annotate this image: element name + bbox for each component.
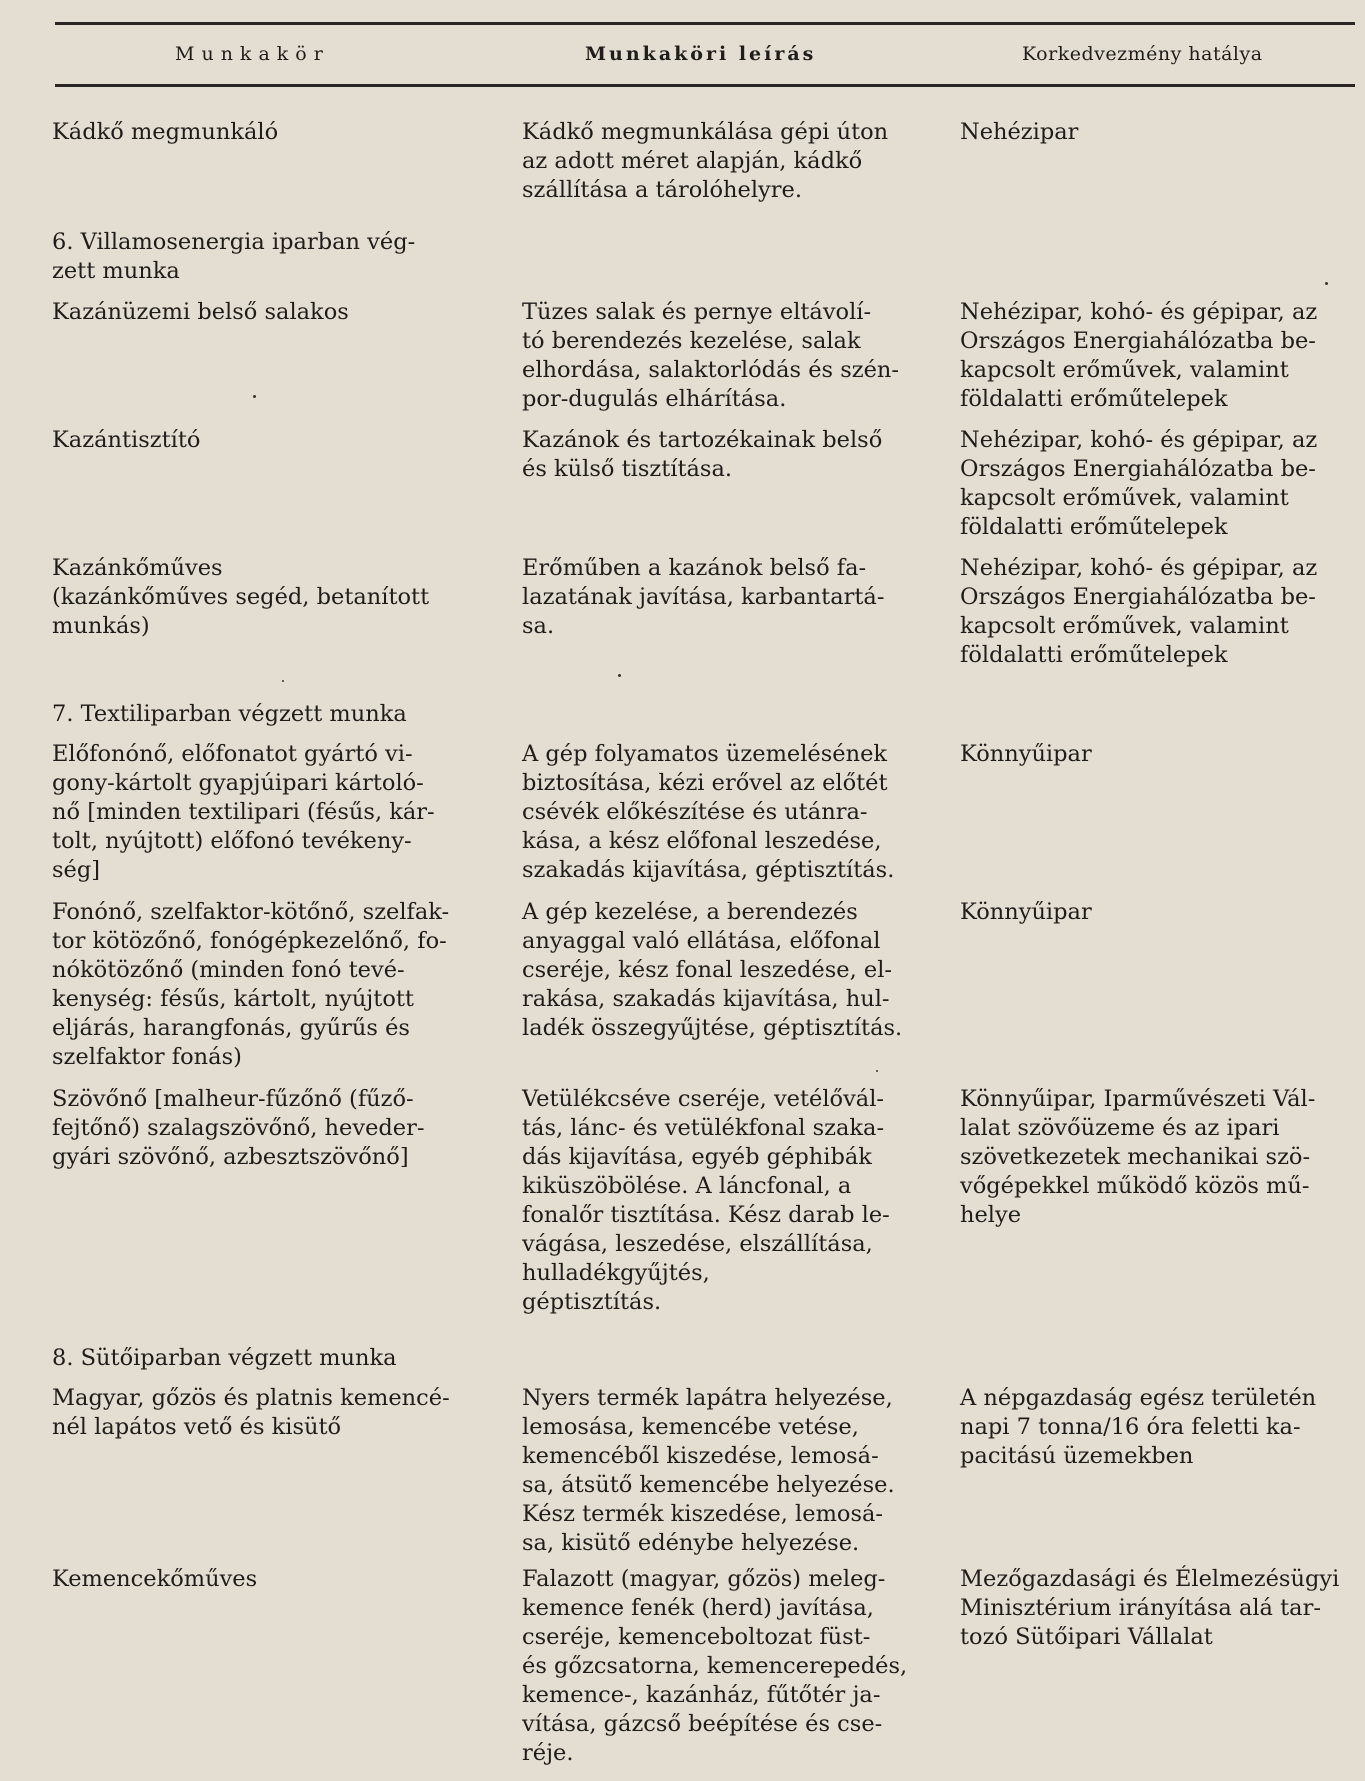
row-lapatos-veto-scope: A népgazdaság egész területén napi 7 tonna/16 óra feletti ka- pacitású üzemekben	[960, 1385, 1317, 1469]
row-kemencekomuves-job: Kemencekőműves	[52, 1566, 258, 1592]
row-szovono-job: Szövőnő [malheur-fűzőnő (fűző- fejtőnő) szalagszövőnő, heveder- gyári szövőnő, azbesztszövőnő]	[52, 1086, 425, 1170]
row-fonono-description: A gép kezelése, a berendezés anyaggal való ellátása, előfonal cseréje, kész fonal leszedése, el- rakása, szakadás kijavítása, hul- ladék összegyűjtése, géptisztítás.	[522, 899, 903, 1041]
row-fonono-scope: Könnyűipar	[960, 899, 1092, 925]
row-lapatos-veto-description: Nyers termék lapátra helyezése, lemosása, kemencébe vetése, kemencéből kiszedése, lemosá- sa, átsütő kemencébe helyezése. Kész termék kiszedése, lemosá- sa, kisütő edénybe helyezése.	[522, 1385, 895, 1556]
row-kemencekomuves-scope: Mezőgazdasági és Élelmezésügyi Minisztérium irányítása alá tar- tozó Sütőipari Vállalat	[960, 1566, 1340, 1650]
section-7-heading: 7. Textiliparban végzett munka	[52, 701, 407, 727]
paper-speck	[282, 680, 284, 682]
row-kazantisztito-job: Kazántisztító	[52, 427, 201, 453]
table-header-rule	[55, 84, 1355, 87]
paper-speck	[1325, 282, 1328, 285]
row-kadko-job: Kádkő megmunkáló	[52, 119, 279, 145]
row-szovono-scope: Könnyűipar, Iparművészeti Vál- lalat szövőüzeme és az ipari szövetkezetek mechanikai szö- vőgépekkel működő közös mű- helye	[960, 1086, 1316, 1228]
row-fonono-job: Fonónő, szelfaktor-kötőnő, szelfak- tor kötözőnő, fonógépkezelőnő, fo- nókötözőnő (minden fonó tevé- kenység: fésűs, kártolt, nyújtott eljárás, harangfonás, gyűrűs és szelfaktor fonás)	[52, 899, 450, 1070]
row-elofonono-job: Előfonónő, előfonatot gyártó vi- gony-kártolt gyapjúipari kártoló- nő [minden textilipari (fésűs, kár- tolt, nyújtott) előfonó tevékeny- ség]	[52, 741, 435, 883]
row-kazanuzemi-description: Tüzes salak és pernye eltávolí- tó berendezés kezelése, salak elhordása, salaktorlódás és szén- por-dugulás elhárítása.	[522, 299, 900, 412]
column-header-leiras: Munkaköri leírás	[585, 43, 817, 65]
row-kazankomuves-scope: Nehézipar, kohó- és gépipar, az Országos Energiahálózatba be- kapcsolt erőművek, valamint földalatti erőműtelepek	[960, 555, 1318, 668]
row-kadko-description: Kádkő megmunkálása gépi úton az adott méret alapján, kádkő szállítása a tárolóhelyre.	[522, 119, 889, 203]
row-lapatos-veto-job: Magyar, gőzös és platnis kemencé- nél lapátos vető és kisütő	[52, 1385, 450, 1440]
row-kazankomuves-description: Erőműben a kazánok belső fa- lazatának javítása, karbantartá- sa.	[522, 555, 885, 639]
paper-speck	[253, 395, 256, 398]
row-elofonono-description: A gép folyamatos üzemelésének biztosítása, kézi erővel az előtét csévék előkészítése és utánra- kása, a kész előfonal leszedése, szakadás kijavítása, géptisztítás.	[522, 741, 895, 883]
row-kazanuzemi-scope: Nehézipar, kohó- és gépipar, az Országos Energiahálózatba be- kapcsolt erőművek, valamint földalatti erőműtelepek	[960, 299, 1318, 412]
column-header-korkedvezmeny: Korkedvezmény hatálya	[1022, 43, 1263, 65]
paper-speck	[876, 1070, 878, 1072]
row-kazanuzemi-job: Kazánüzemi belső salakos	[52, 299, 349, 325]
section-6-heading: 6. Villamosenergia iparban vég- zett munka	[52, 229, 416, 284]
row-szovono-description: Vetülékcséve cseréje, vetélővál- tás, lánc- és vetülékfonal szaka- dás kijavítása, egyéb géphibák kiküszöbölése. A láncfonal, a fonalőr tisztítása. Kész darab le- vágása, leszedése, elszállítása, hulladékgyűjtés, géptisztítás.	[522, 1086, 890, 1315]
column-header-munkakor: Munkakör	[175, 43, 330, 65]
section-8-heading: 8. Sütőiparban végzett munka	[52, 1345, 397, 1371]
row-kemencekomuves-description: Falazott (magyar, gőzös) meleg- kemence fenék (herd) javítása, cseréje, kemenceboltozat füst- és gőzcsatorna, kemencerepedés, kemence-, kazánház, fűtőtér ja- vítása, gázcső beépítése és cse- réje.	[522, 1566, 908, 1766]
row-kadko-scope: Nehézipar	[960, 119, 1079, 145]
table-top-rule	[55, 22, 1355, 25]
row-elofonono-scope: Könnyűipar	[960, 741, 1092, 767]
paper-speck	[618, 674, 621, 677]
row-kazantisztito-scope: Nehézipar, kohó- és gépipar, az Országos Energiahálózatba be- kapcsolt erőművek, valamint földalatti erőműtelepek	[960, 427, 1318, 540]
row-kazankomuves-job: Kazánkőműves (kazánkőműves segéd, betanított munkás)	[52, 555, 430, 639]
row-kazantisztito-description: Kazánok és tartozékainak belső és külső tisztítása.	[522, 427, 883, 482]
